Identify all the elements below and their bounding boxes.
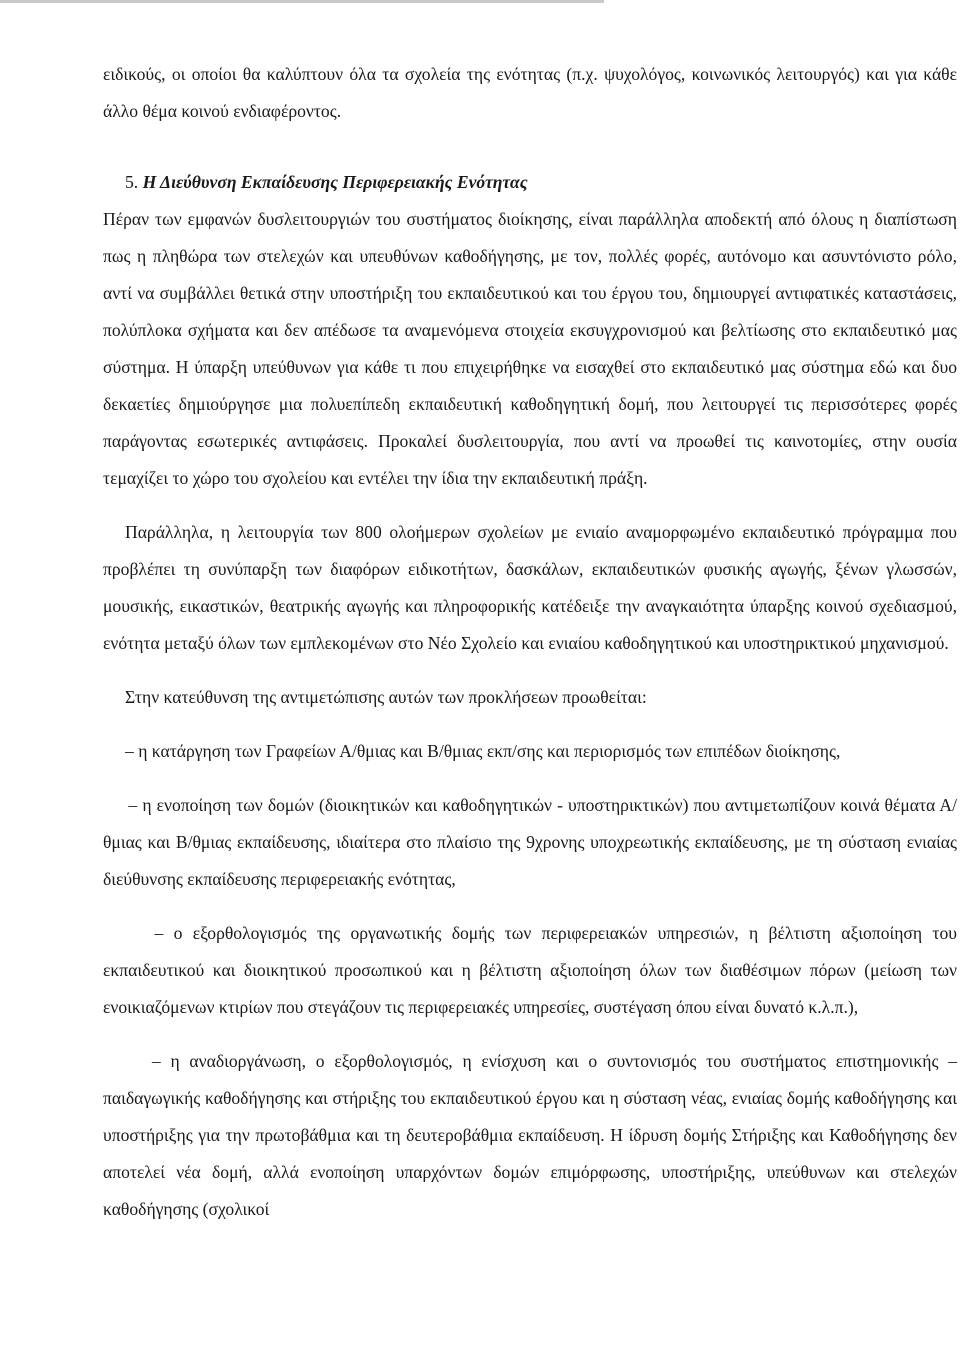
section-title: Η Διεύθυνση Εκπαίδευσης Περιφερειακής Ενότητας (142, 172, 528, 192)
paragraph-3: Στην κατεύθυνση της αντιμετώπισης αυτών των προκλήσεων προωθείται: (125, 687, 647, 707)
section-heading (125, 164, 957, 201)
paragraph-2: Παράλληλα, η λειτουργία των 800 ολοήμερων σχολείων με ενιαίο αναμορφωμένο εκπαιδευτικό πρόγραμμα που προβλέπει τη συνύπαρξη των διαφόρων ειδικοτήτων, δασκάλων, εκπαιδευτικών φυσικής αγωγής, ξένων γλωσσών, μουσικής, εικαστικών, θεατρικής αγωγής και πληροφορικής κατέδειξε την αναγκαιότητα ύπαρξης κοινού σχεδιασμού, ενότητα μεταξύ όλων των εμπλεκομένων στο Νέο Σχολείο και ενιαίου καθοδηγητικού και υποστηρικτικού μηχανισμού. (103, 522, 957, 653)
bullet-item-1: – η κατάργηση των Γραφείων Α/θμιας και Β/θμιας εκπ/σης και περιορισμός των επιπέδων διοίκησης, (103, 733, 957, 770)
bullet-item-3: – ο εξορθολογισμός της οργανωτικής δομής των περιφερειακών υπηρεσιών, η βέλτιστη αξιοποίηση του εκπαιδευτικού και διοικητικού προσωπικού και η βέλτιστη αξιοποίηση όλων των διαθέσιμων πόρων (μείωση των ενοικιαζόμενων κτιρίων που στεγάζουν τις περιφερειακές υπηρεσίες, συστέγαση όπου είναι δυνατό κ.λ.π.), (103, 915, 957, 1026)
paragraph-1: Πέραν των εμφανών δυσλειτουργιών του συστήματος διοίκησης, είναι παράλληλα αποδεκτή από όλους η διαπίστωση πως η πληθώρα των στελεχών και υπευθύνων καθοδήγησης, με τον, πολλές φορές, αυτόνομο και ασυντόνιστο ρόλο, αντί να συμβάλλει θετικά στην υποστήριξη του εκπαιδευτικού και του έργου του, δημιουργεί αντιφατικές καταστάσεις, πολύπλοκα σχήματα και δεν απέδωσε τα αναμενόμενα στοιχεία εκσυγχρονισμού και βελτίωσης στο εκπαιδευτικό μας σύστημα. Η ύπαρξη υπεύθυνων για κάθε τι που επιχειρήθηκε να εισαχθεί στο εκπαιδευτικό μας σύστημα εδώ και δυο δεκαετίες δημιούργησε μια πολυεπίπεδη εκπαιδευτική καθοδηγητική δομή, που λειτουργεί τις περισσότερες φορές παράγοντας εσωτερικές αντιφάσεις. Προκαλεί δυσλειτουργία, που αντί να προωθεί τις καινοτομίες, στην ουσία τεμαχίζει το χώρο του σχολείου και εντέλει την ίδια την εκπαιδευτική πράξη. (103, 209, 957, 488)
bullet-item-4: – η αναδιοργάνωση, ο εξορθολογισμός, η ενίσχυση και ο συντονισμός του συστήματος επιστημονικής – παιδαγωγικής καθοδήγησης και στήριξης του εκπαιδευτικού έργου και η σύσταση νέας, ενιαίας δομής καθοδήγησης και υποστήριξης για την πρωτοβάθμια και τη δευτεροβάθμια εκπαίδευση. Η ίδρυση δομής Στήριξης και Καθοδήγησης δεν αποτελεί νέα δομή, αλλά ενοποίηση υπαρχόντων δομών επιμόρφωσης, υποστήριξης, υπεύθυνων και στελεχών καθοδήγησης (σχολικοί (103, 1043, 957, 1228)
document-page (103, 56, 957, 1228)
section-number: 5. (125, 172, 139, 192)
header-rule (0, 0, 604, 3)
bullet-item-2: – η ενοποίηση των δομών (διοικητικών και καθοδηγητικών - υποστηρικτικών) που αντιμετωπίζουν κοινά θέματα Α/θμιας και Β/θμιας εκπαίδευσης, ιδιαίτερα στο πλαίσιο της 9χρονης υποχρεωτικής εκπαίδευσης, με τη σύσταση ενιαίας διεύθυνσης εκπαίδευσης περιφερειακής ενότητας, (103, 787, 957, 898)
intro-paragraph: ειδικούς, οι οποίοι θα καλύπτουν όλα τα σχολεία της ενότητας (π.χ. ψυχολόγος, κοινωνικός λειτουργός) και για κάθε άλλο θέμα κοινού ενδιαφέροντος. (103, 64, 957, 121)
spacer (103, 130, 957, 164)
